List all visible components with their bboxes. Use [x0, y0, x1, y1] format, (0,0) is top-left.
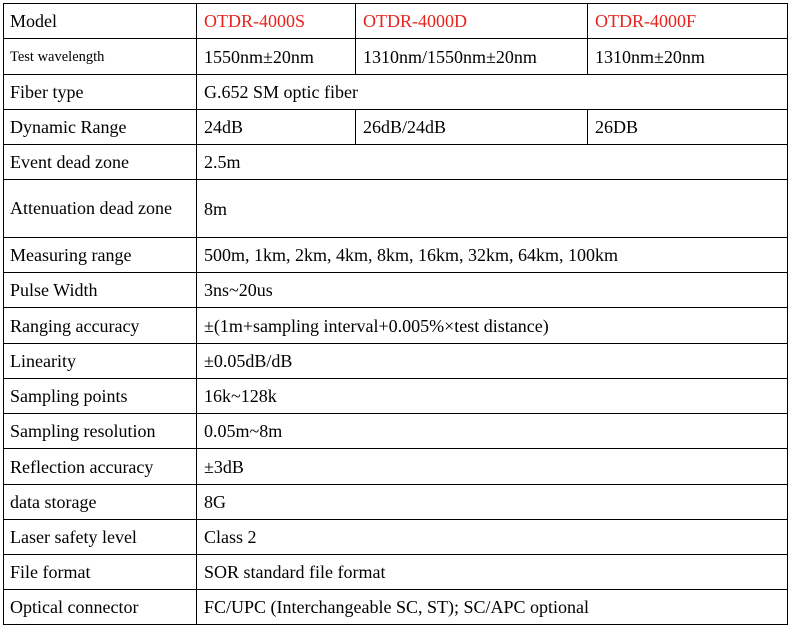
row-value: 8m	[197, 180, 788, 238]
row-label: data storage	[4, 485, 197, 520]
row-value: SOR standard file format	[197, 555, 788, 590]
header-row	[4, 4, 788, 39]
row-value: 26dB/24dB	[356, 110, 588, 145]
row-value: 2.5m	[197, 145, 788, 180]
table-row	[4, 520, 788, 555]
row-value: FC/UPC (Interchangeable SC, ST); SC/APC optional	[197, 590, 788, 625]
table-row	[4, 590, 788, 625]
table-row	[4, 238, 788, 273]
table-row	[4, 273, 788, 308]
table-row	[4, 344, 788, 379]
row-value: 1310nm/1550nm±20nm	[356, 39, 588, 75]
row-label: Sampling resolution	[4, 414, 197, 449]
row-value: ±0.05dB/dB	[197, 344, 788, 379]
table-row	[4, 110, 788, 145]
table-row	[4, 75, 788, 110]
row-label: Dynamic Range	[4, 110, 197, 145]
row-value: 0.05m~8m	[197, 414, 788, 449]
row-value: 1310nm±20nm	[588, 39, 788, 75]
row-value: 16k~128k	[197, 379, 788, 414]
row-value: ±3dB	[197, 449, 788, 485]
row-label: Laser safety level	[4, 520, 197, 555]
row-label: Linearity	[4, 344, 197, 379]
row-value: 3ns~20us	[197, 273, 788, 308]
table-row	[4, 308, 788, 344]
row-value: 500m, 1km, 2km, 4km, 8km, 16km, 32km, 64km, 100km	[197, 238, 788, 273]
row-value: 1550nm±20nm	[197, 39, 356, 75]
row-label: Test wavelength	[4, 39, 197, 75]
row-label: Ranging accuracy	[4, 308, 197, 344]
table-row	[4, 145, 788, 180]
table-row	[4, 485, 788, 520]
model-name: OTDR-4000F	[588, 4, 788, 39]
table-row	[4, 379, 788, 414]
row-label: Attenuation dead zone	[4, 180, 197, 238]
row-value: 8G	[197, 485, 788, 520]
model-label: Model	[4, 4, 197, 39]
row-value: G.652 SM optic fiber	[197, 75, 788, 110]
model-name: OTDR-4000D	[356, 4, 588, 39]
table-row	[4, 555, 788, 590]
model-name: OTDR-4000S	[197, 4, 356, 39]
table-row	[4, 449, 788, 485]
row-label: Event dead zone	[4, 145, 197, 180]
table-row	[4, 39, 788, 75]
row-label: Sampling points	[4, 379, 197, 414]
row-value: Class 2	[197, 520, 788, 555]
spec-table	[3, 3, 788, 625]
row-value: 24dB	[197, 110, 356, 145]
row-value: 26DB	[588, 110, 788, 145]
row-label: Pulse Width	[4, 273, 197, 308]
table-row	[4, 180, 788, 238]
row-label: Reflection accuracy	[4, 449, 197, 485]
row-label: Measuring range	[4, 238, 197, 273]
table-row	[4, 414, 788, 449]
row-value: ±(1m+sampling interval+0.005%×test distance)	[197, 308, 788, 344]
row-label: Fiber type	[4, 75, 197, 110]
row-label: File format	[4, 555, 197, 590]
row-label: Optical connector	[4, 590, 197, 625]
